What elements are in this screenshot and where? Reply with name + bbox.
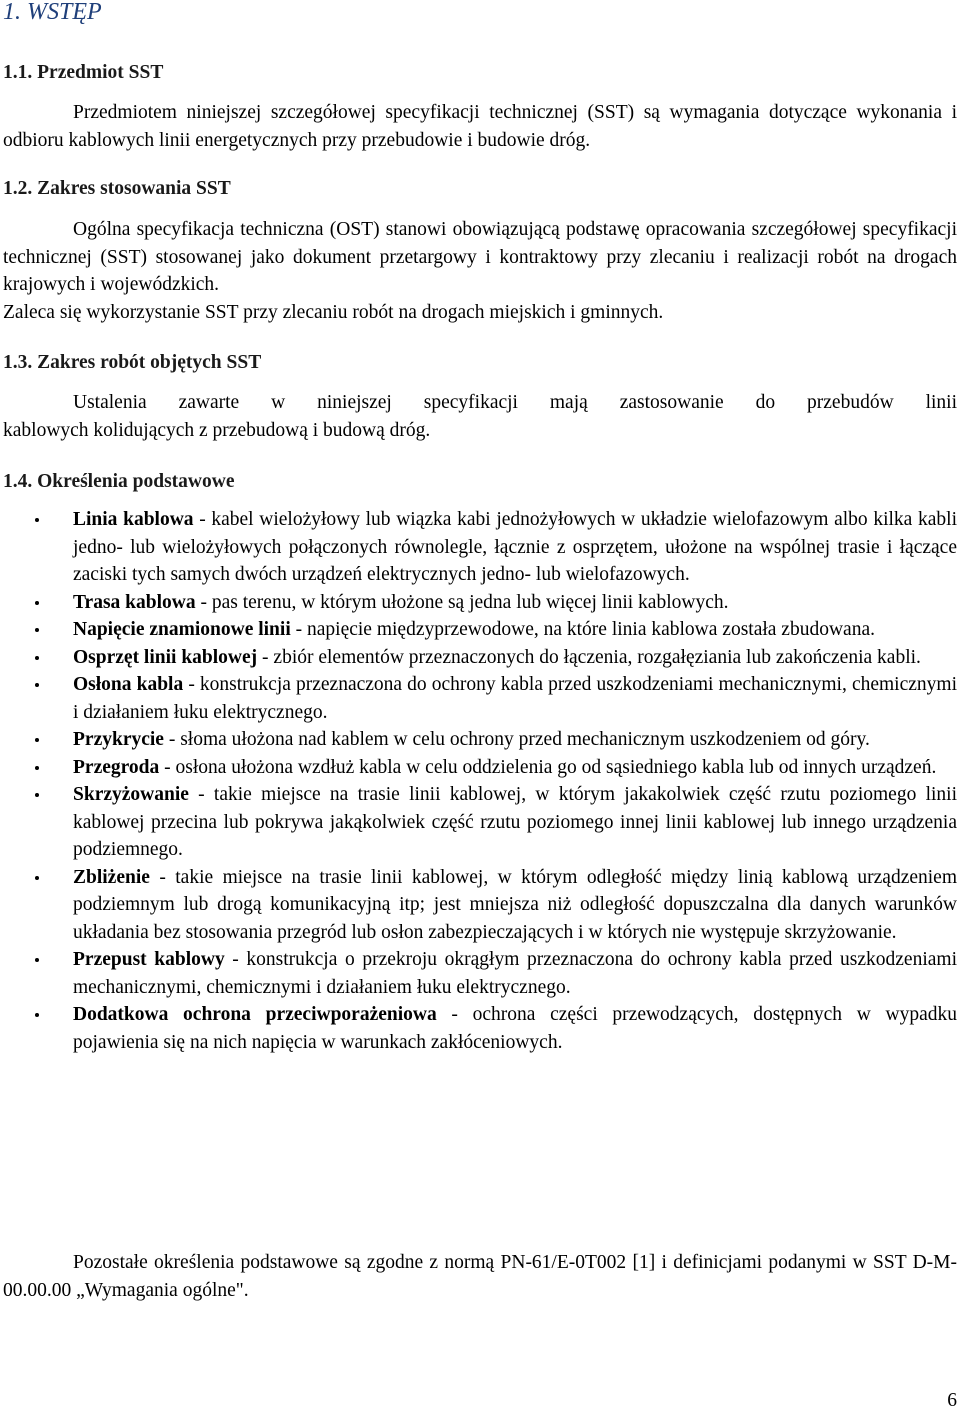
definition-item xyxy=(0,726,957,754)
definition-item xyxy=(0,754,957,782)
section-1-2-paragraph-2: Zaleca się wykorzystanie SST przy zlecaniu robót na drogach miejskich i gminnych. xyxy=(3,302,664,323)
section-title-1-1: 1.1. Przedmiot SST xyxy=(3,62,164,83)
definition-term: Trasa kablowa xyxy=(73,591,196,613)
definition-item xyxy=(0,1001,957,1056)
definition-text: - takie miejsce na trasie linii kablowej, w którym odległość między linią kablową urządzeniem podziemnym lub drogą komunikacyjną itp; jest mniejsza niż odległość dopuszczalna dla danych warunków układania bez stosowania przegród lub osłon zabezpieczających i w których nie występuje skrzyżowanie. xyxy=(73,866,957,943)
bullet-icon xyxy=(35,656,39,660)
section-title-1-3: 1.3. Zakres robót objętych SST xyxy=(3,352,262,373)
section-title-1-2: 1.2. Zakres stosowania SST xyxy=(3,178,231,199)
definition-item xyxy=(0,864,957,947)
chapter-title: 1. WSTĘP xyxy=(3,0,102,25)
definition-term: Napięcie znamionowe linii xyxy=(73,619,291,640)
section-1-3-line-2: kablowych kolidujących z przebudową i budową dróg. xyxy=(3,420,431,441)
definition-text: - konstrukcja o przekroju okrągłym przeznaczona do ochrony kabla przed uszkodzeniami mechanicznymi, chemicznymi i działaniem łuku elektrycznego. xyxy=(73,949,957,998)
definition-term: Zbliżenie xyxy=(73,866,150,888)
definition-text: - zbiór elementów przeznaczonych do łączenia, rozgałęziania lub zakończenia kabli. xyxy=(257,646,921,668)
definition-term: Osłona kabla xyxy=(73,674,184,695)
bullet-icon xyxy=(35,683,39,687)
definition-term: Osprzęt linii kablowej xyxy=(73,646,258,668)
section-title-1-4: 1.4. Określenia podstawowe xyxy=(3,471,235,492)
definition-item xyxy=(0,671,957,726)
bullet-icon xyxy=(35,1013,39,1017)
definition-text: - napięcie międzyprzewodowe, na które linia kablowa została zbudowana. xyxy=(290,619,875,640)
definition-text: - osłona ułożona wzdłuż kabla w celu oddzielenia go od sąsiedniego kabla lub od innych urządzeń. xyxy=(159,756,937,778)
page-number: 6 xyxy=(947,1390,957,1411)
definition-text: - takie miejsce na trasie linii kablowej, w którym jakakolwiek część rzutu poziomego linii kablowej przecina lub pokrywa jakąkolwiek część rzutu poziomego innej linii kablowej lub innego urządzenia podziemnego. xyxy=(73,784,957,860)
definition-item xyxy=(0,506,957,589)
bullet-icon xyxy=(35,876,39,880)
definition-term: Przepust kablowy xyxy=(73,949,225,970)
bullet-icon xyxy=(35,766,39,770)
definition-text: - ochrona części przewodzących, dostępnych w wypadku pojawienia się na nich napięcia w warunkach zakłóceniowych. xyxy=(73,1004,957,1053)
definition-item xyxy=(0,781,957,864)
section-1-3-line-1: Ustalenia zawarte w niniejszej specyfikacji mają zastosowanie do przebudów linii xyxy=(73,392,957,413)
definition-term: Skrzyżowanie xyxy=(73,784,189,805)
section-1-2-paragraph-1: Ogólna specyfikacja techniczna (OST) stanowi obowiązującą podstawę opracowania szczegółowej specyfikacji technicznej (SST) stosowanej jako dokument przetargowy i kontraktowy przy zlecaniu i realizacji robót na drogach krajowych i wojewódzkich. xyxy=(3,219,957,295)
definition-term: Linia kablowa xyxy=(73,509,194,530)
definition-text: - pas terenu, w którym ułożone są jedna lub więcej linii kablowych. xyxy=(195,591,729,613)
definition-item xyxy=(0,644,957,672)
definition-text: - konstrukcja przeznaczona do ochrony kabla przed uszkodzeniami mechanicznymi, chemicznymi i działaniem łuku elektrycznego. xyxy=(73,674,957,723)
closing-paragraph: Pozostałe określenia podstawowe są zgodne z normą PN-61/E-0T002 [1] i definicjami podanymi w SST D-M-00.00.00 „Wymagania ogólne". xyxy=(3,1252,957,1301)
definition-item xyxy=(0,946,957,1001)
definition-text: - kabel wielożyłowy lub wiązka kabi jednożyłowych w układzie wielofazowym albo kilka kabli jedno- lub wielożyłowych połączonych równolegle, łącznie z osprzętem, ułożone na wspólnej trasie i łączące zaciski tych samych dwóch urządzeń elektrycznych jedno- lub wielofazowych. xyxy=(73,509,957,585)
bullet-icon xyxy=(35,601,39,605)
definition-item xyxy=(0,616,957,644)
definition-term: Przegroda xyxy=(73,756,160,778)
definition-text: - słoma ułożona nad kablem w celu ochrony przed mechanicznym uszkodzeniem od góry. xyxy=(163,729,870,750)
definition-term: Przykrycie xyxy=(73,729,164,750)
bullet-icon xyxy=(35,628,39,632)
definition-term: Dodatkowa ochrona przeciwporażeniowa xyxy=(73,1004,437,1025)
bullet-icon xyxy=(35,738,39,742)
bullet-icon xyxy=(35,518,39,522)
definition-item xyxy=(0,589,957,617)
bullet-icon xyxy=(35,958,39,962)
section-1-1-paragraph: Przedmiotem niniejszej szczegółowej specyfikacji technicznej (SST) są wymagania dotyczące wykonania i odbioru kablowych linii energetycznych przy przebudowie i budowie dróg. xyxy=(3,102,957,151)
bullet-icon xyxy=(35,793,39,797)
definitions-list xyxy=(0,506,957,1056)
